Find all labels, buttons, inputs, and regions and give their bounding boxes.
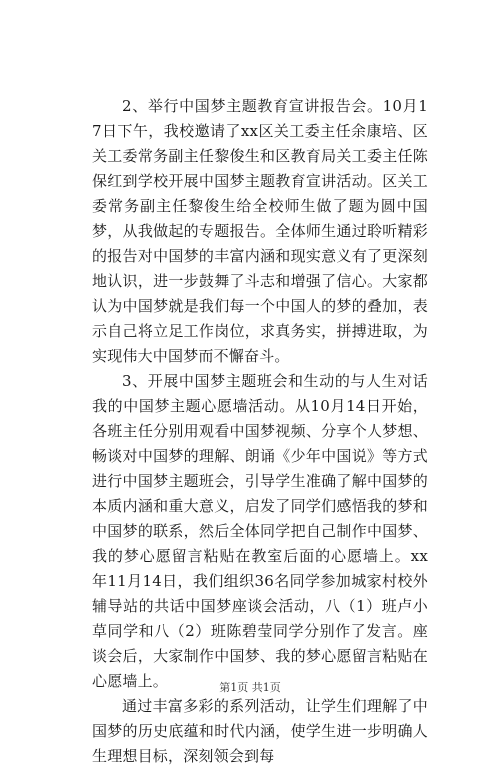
page-footer: 第1页 共1页 <box>219 681 281 694</box>
paragraph-summary: 通过丰富多彩的系列活动，让学生们理解了中国梦的历史底蕴和时代内涵，使学生进一步明确人生理想目标，深刻领会到每 <box>92 697 428 765</box>
paragraph-lecture-report: 2、举行中国梦主题教育宣讲报告会。10月17日下午，我校邀请了xx区关工委主任余康培、区关工委常务副主任黎俊生和区教育局关工委主任陈保红到学校开展中国梦主题教育宣讲活动。区关工委常务副主任黎俊生给全校师生做了题为圆中国梦，从我做起的专题报告。全体师生通过聆听精彩的报告对中国梦的丰富内涵和现实意义有了更深刻地认识，进一步鼓舞了斗志和增强了信心。大家都认为中国梦就是我们每一个中国人的梦的叠加，表示自己将立足工作岗位，求真务实，拼搏进取，为实现伟大中国梦而不懈奋斗。 <box>92 97 428 365</box>
document-body <box>92 94 428 769</box>
paragraph-class-meeting: 3、开展中国梦主题班会和生动的与人生对话我的中国梦主题心愿墙活动。从10月14日开始，各班主任分别用观看中国梦视频、分享个人梦想、畅谈对中国梦的理解、朗诵《少年中国说》等方式进行中国梦主题班会，引导学生准确了解中国梦的本质内涵和重大意义，启发了同学们感悟我的梦和中国梦的联系，然后全体同学把自己制作中国梦、我的梦心愿留言粘贴在教室后面的心愿墙上。xx年11月14日，我们组织36名同学参加城家村校外辅导站的共话中国梦座谈会活动，八（1）班卢小草同学和八（2）班陈碧莹同学分别作了发言。座谈会后，大家制作中国梦、我的梦心愿留言粘贴在心愿墙上。 <box>92 372 428 690</box>
